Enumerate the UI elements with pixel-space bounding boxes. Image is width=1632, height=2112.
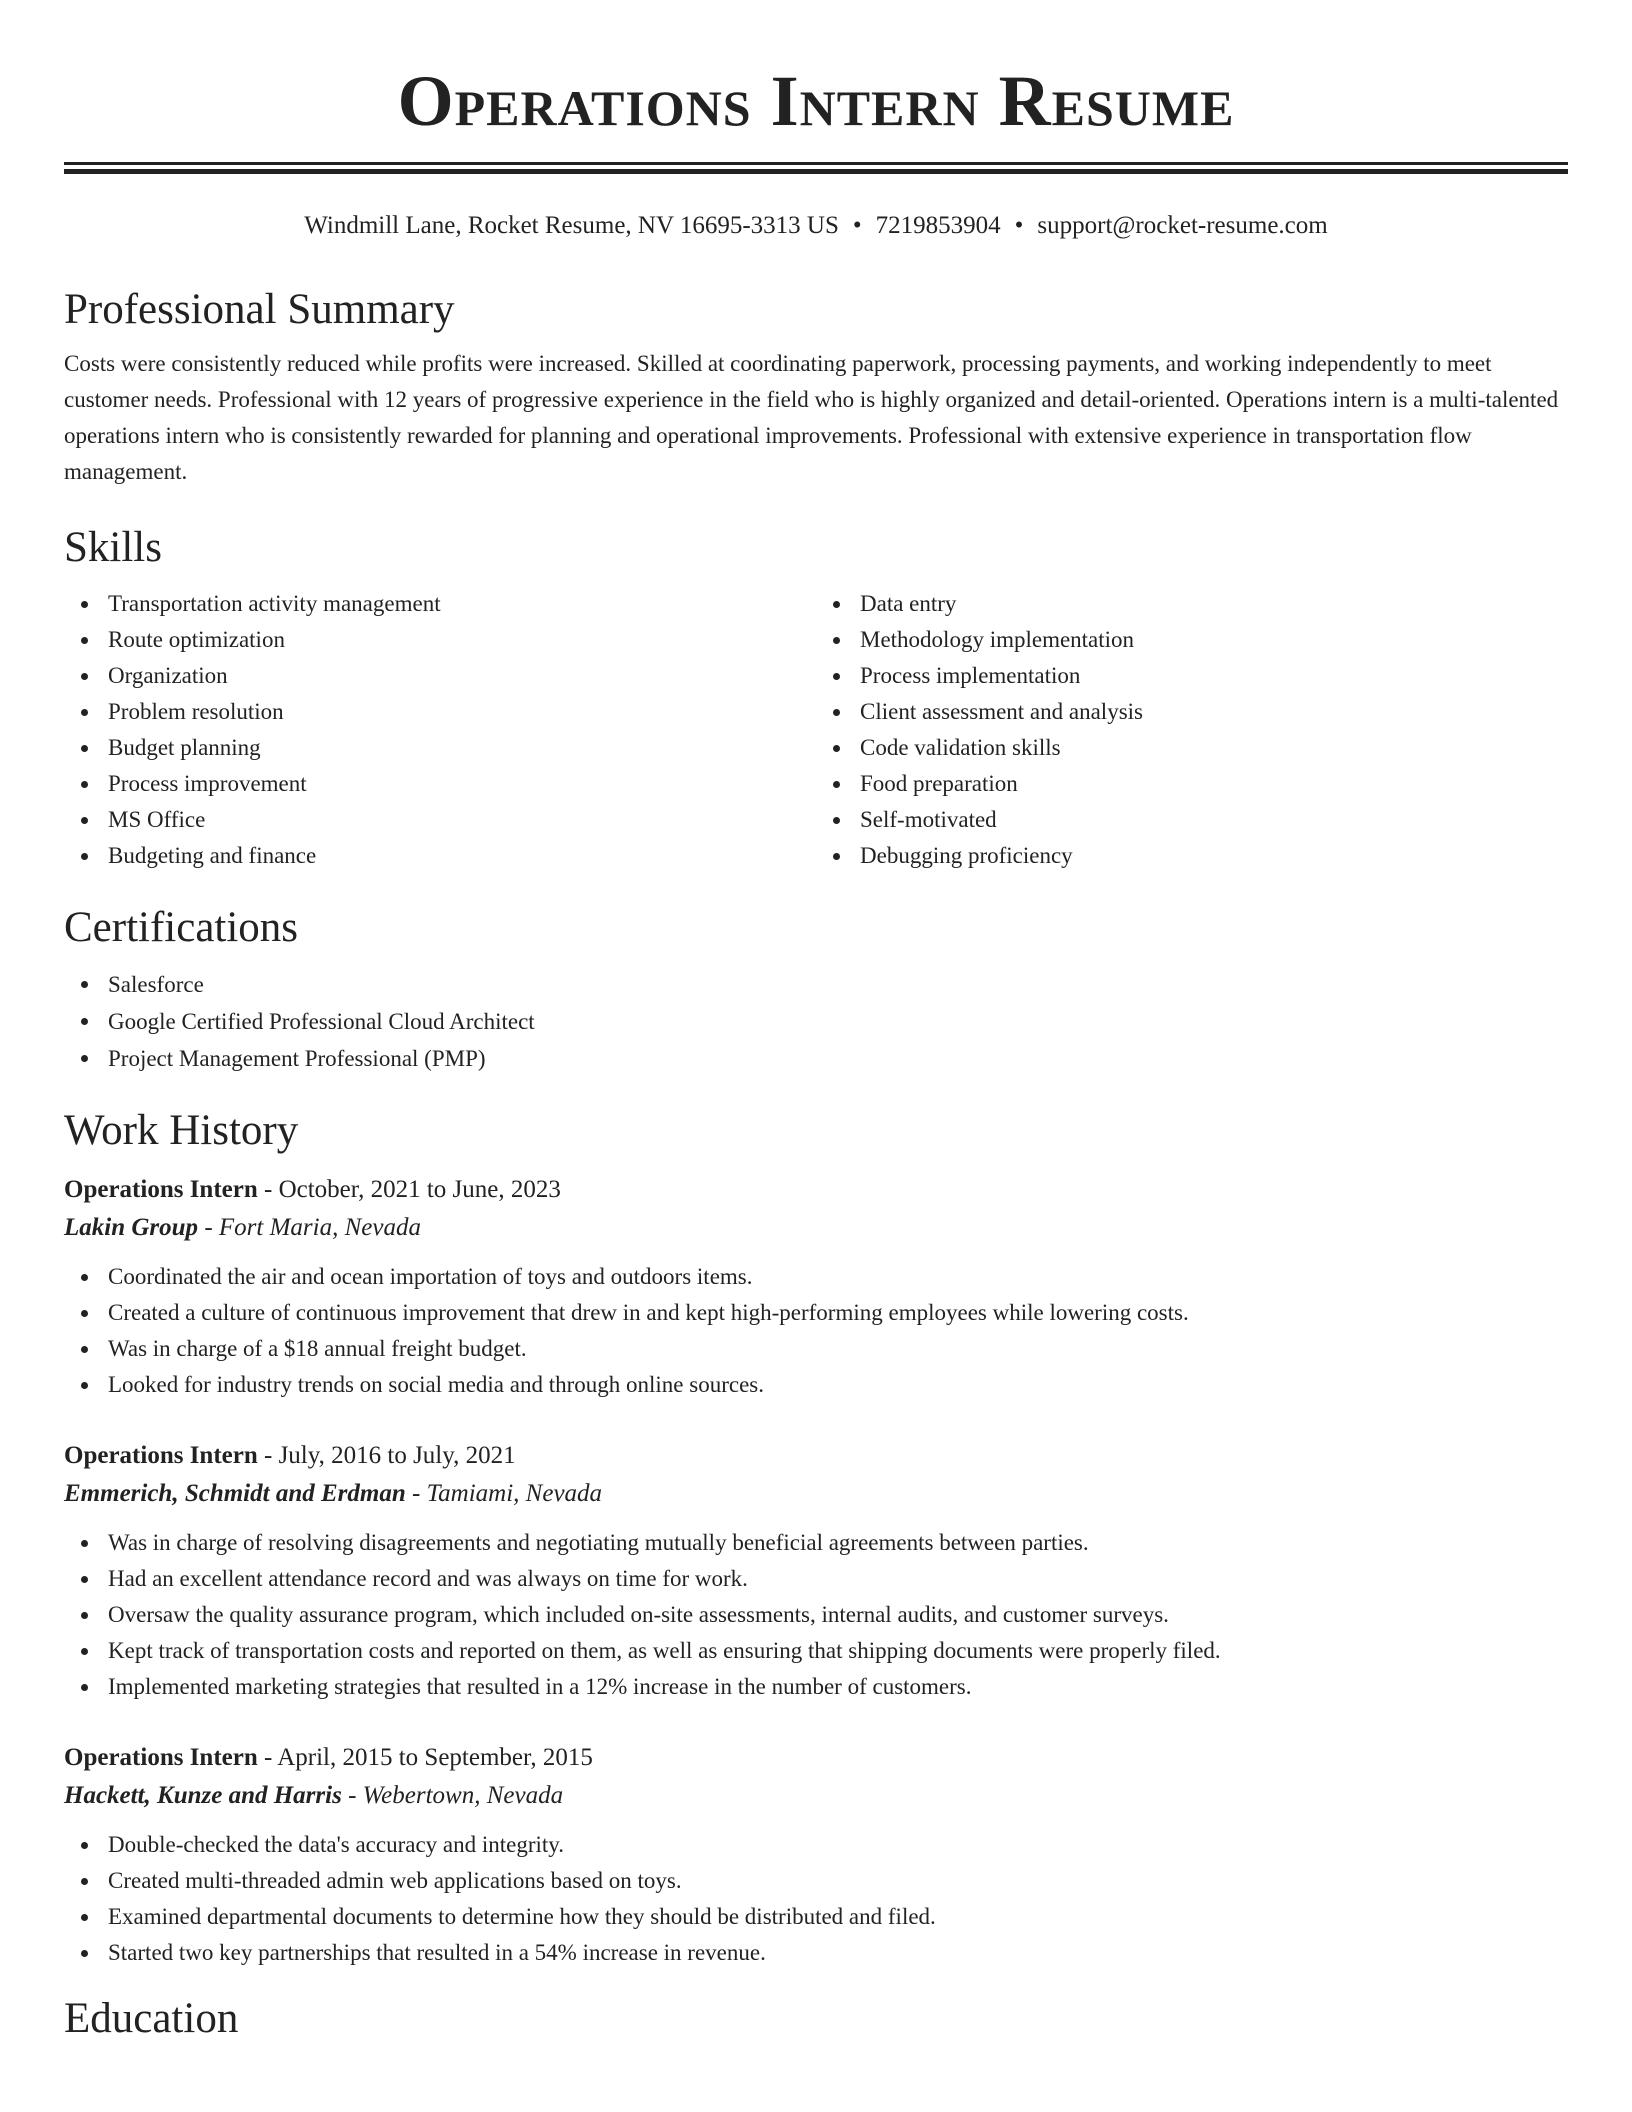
- job-dash: -: [257, 1442, 279, 1469]
- skills-list-left: [64, 586, 816, 874]
- job-company: Lakin Group: [64, 1214, 199, 1241]
- job-bullet: Started two key partnerships that resulted in a 54% increase in revenue.: [108, 1935, 1568, 1971]
- job-bullet: Implemented marketing strategies that resulted in a 12% increase in the number of customers.: [108, 1669, 1568, 1705]
- skills-heading: Skills: [64, 524, 162, 571]
- skill-item: Code validation skills: [860, 730, 1568, 766]
- skill-item: Route optimization: [108, 622, 816, 658]
- contact-separator: •: [852, 212, 862, 239]
- job-bullet: Created a culture of continuous improvement that drew in and kept high-performing employees while lowering costs.: [108, 1295, 1568, 1331]
- job-company: Hackett, Kunze and Harris: [64, 1782, 342, 1809]
- job-title-line: [64, 1437, 1568, 1475]
- skill-item: Self-motivated: [860, 802, 1568, 838]
- job-entry: [64, 1739, 1568, 1971]
- job-bullet: Examined departmental documents to determine how they should be distributed and filed.: [108, 1899, 1568, 1935]
- skills-grid: [64, 586, 1568, 874]
- skill-item: Debugging proficiency: [860, 838, 1568, 874]
- job-company-line: [64, 1777, 1568, 1815]
- job-role: Operations Intern: [64, 1442, 258, 1469]
- job-dates: July, 2016 to July, 2021: [278, 1442, 516, 1469]
- contact-line: [64, 210, 1568, 242]
- education-heading: Education: [64, 1995, 239, 2042]
- skill-item: Problem resolution: [108, 694, 816, 730]
- job-location: Webertown, Nevada: [362, 1782, 564, 1809]
- job-dash: -: [198, 1214, 219, 1241]
- certifications-heading: Certifications: [64, 904, 299, 951]
- job-company-line: [64, 1475, 1568, 1513]
- job-company-line: [64, 1209, 1568, 1247]
- contact-email: support@rocket-resume.com: [1037, 212, 1328, 239]
- job-entry: [64, 1437, 1568, 1705]
- certification-item: Google Certified Professional Cloud Architect: [108, 1003, 1568, 1040]
- job-bullet: Looked for industry trends on social media and through online sources.: [108, 1367, 1568, 1403]
- skill-item: Process implementation: [860, 658, 1568, 694]
- skill-item: Budgeting and finance: [108, 838, 816, 874]
- job-bullets: [64, 1259, 1568, 1403]
- certifications-list: [64, 966, 1568, 1077]
- certification-item: Salesforce: [108, 966, 1568, 1003]
- skill-item: Transportation activity management: [108, 586, 816, 622]
- skill-item: Budget planning: [108, 730, 816, 766]
- resume-title: Operations Intern Resume: [397, 61, 1235, 141]
- skills-column-left: [64, 586, 816, 874]
- job-dates: October, 2021 to June, 2023: [278, 1176, 561, 1203]
- skill-item: Food preparation: [860, 766, 1568, 802]
- job-dash: -: [257, 1176, 279, 1203]
- job-dash: -: [405, 1480, 427, 1507]
- skill-item: MS Office: [108, 802, 816, 838]
- job-dates: April, 2015 to September, 2015: [277, 1744, 593, 1771]
- contact-phone: 7219853904: [875, 212, 1001, 239]
- skills-column-right: [816, 586, 1568, 874]
- job-bullets: [64, 1827, 1568, 1971]
- contact-separator: •: [1014, 212, 1024, 239]
- job-dash: -: [341, 1782, 363, 1809]
- certification-item: Project Management Professional (PMP): [108, 1040, 1568, 1077]
- job-title-line: [64, 1739, 1568, 1777]
- job-bullet: Was in charge of resolving disagreements and negotiating mutually beneficial agreements between parties.: [108, 1525, 1568, 1561]
- summary-text: Costs were consistently reduced while profits were increased. Skilled at coordinating paperwork, processing payments, and working independently to meet customer needs. Professional with 12 years of progressive experience in the field who is highly organized and detail-oriented. Operations intern is a multi-talented operations intern who is consistently rewarded for planning and operational improvements. Professional with extensive experience in transportation flow management.: [64, 351, 1559, 484]
- job-bullet: Had an excellent attendance record and was always on time for work.: [108, 1561, 1568, 1597]
- contact-address: Windmill Lane, Rocket Resume, NV 16695-3313 US: [304, 212, 839, 239]
- job-company: Emmerich, Schmidt and Erdman: [64, 1480, 406, 1507]
- work-history-heading: Work History: [64, 1107, 299, 1154]
- summary-heading: Professional Summary: [64, 286, 455, 333]
- job-location: Tamiami, Nevada: [426, 1480, 603, 1507]
- job-bullet: Kept track of transportation costs and reported on them, as well as ensuring that shipping documents were properly filed.: [108, 1633, 1568, 1669]
- job-bullet: Was in charge of a $18 annual freight budget.: [108, 1331, 1568, 1367]
- job-dash: -: [257, 1744, 278, 1771]
- job-bullet: Created multi-threaded admin web applications based on toys.: [108, 1863, 1568, 1899]
- job-location: Fort Maria, Nevada: [218, 1214, 421, 1241]
- job-bullet: Coordinated the air and ocean importation of toys and outdoors items.: [108, 1259, 1568, 1295]
- skill-item: Data entry: [860, 586, 1568, 622]
- skill-item: Organization: [108, 658, 816, 694]
- job-role: Operations Intern: [64, 1744, 258, 1771]
- skill-item: Methodology implementation: [860, 622, 1568, 658]
- title-divider: [64, 162, 1568, 174]
- job-bullets: [64, 1525, 1568, 1705]
- skill-item: Process improvement: [108, 766, 816, 802]
- job-role: Operations Intern: [64, 1176, 258, 1203]
- job-bullet: Oversaw the quality assurance program, which included on-site assessments, internal audits, and customer surveys.: [108, 1597, 1568, 1633]
- job-bullet: Double-checked the data's accuracy and integrity.: [108, 1827, 1568, 1863]
- skill-item: Client assessment and analysis: [860, 694, 1568, 730]
- skills-list-right: [816, 586, 1568, 874]
- job-entry: [64, 1171, 1568, 1403]
- job-title-line: [64, 1171, 1568, 1209]
